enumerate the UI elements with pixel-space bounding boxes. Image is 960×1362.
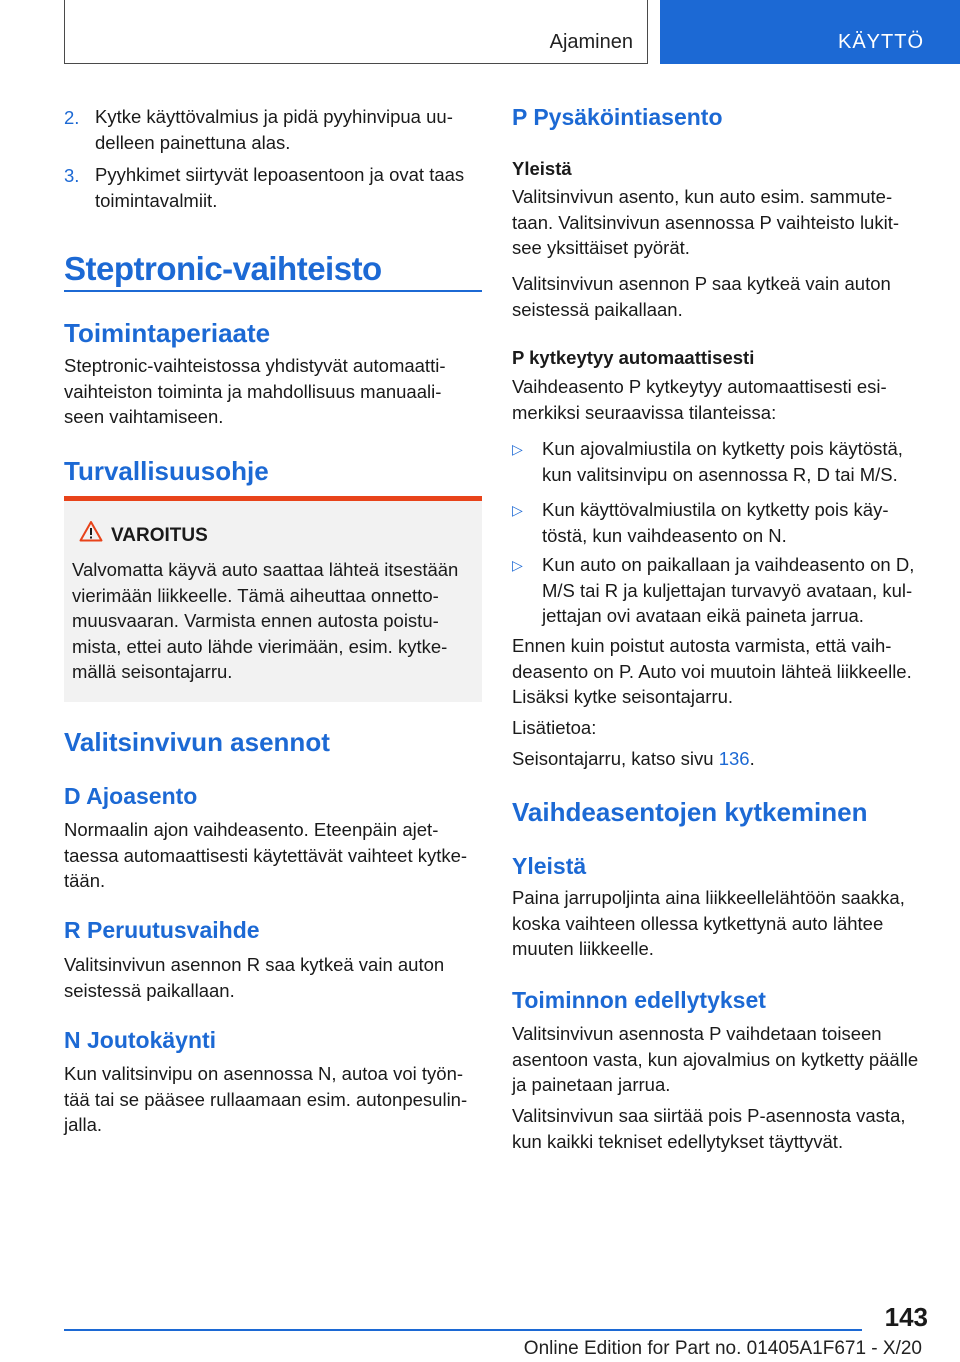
bullet-icon: ▷ — [512, 502, 523, 518]
general-text-2 — [512, 271, 891, 322]
text-line: tään. — [64, 870, 106, 891]
text-line: Pyyhkimet siirtyvät lepoasentoon ja ovat taas — [95, 164, 465, 185]
reference-end: . — [749, 748, 755, 769]
bullet-icon: ▷ — [512, 557, 523, 573]
heading-safety: Turvallisuusohje — [64, 456, 269, 486]
text-line: Kun valitsinvipu on asennossa N, autoa voi työn- — [64, 1063, 464, 1084]
bullet-item — [542, 552, 914, 629]
text-line: Lisäksi kytke seisontajarru. — [512, 686, 734, 707]
heading-rule — [64, 290, 482, 292]
warning-text — [72, 557, 458, 685]
text-line: Ennen kuin poistut autosta varmista, että vaih- — [512, 635, 892, 656]
text-line: Kun auto on paikallaan ja vaihdeasento on D, — [542, 554, 915, 575]
r-text — [64, 952, 444, 1003]
text-line: asentoon vasta, kun ajovalmius on kytketty päälle — [512, 1048, 919, 1070]
text-line: seistessä paikallaan. — [512, 298, 683, 320]
text-line: Kun ajovalmiustila on kytketty pois käytöstä, — [542, 438, 903, 459]
text-line: kun kaikki tekniset edellytykset täyttyvät. — [512, 1130, 844, 1152]
heading-n: N Joutokäynti — [64, 1027, 217, 1053]
text-line: koska vaihteen ollessa kytkettynä auto lähtee — [512, 912, 884, 934]
d-text — [64, 817, 467, 894]
heading-r: R Peruutusvaihde — [64, 917, 260, 943]
shift-text — [512, 885, 905, 962]
step-text — [95, 104, 453, 155]
text-line: muuten liikkeelle. — [512, 938, 654, 959]
footer-rule — [64, 1329, 862, 1331]
heading-steptronic: Steptronic-vaihteisto — [64, 250, 382, 287]
text-line: Kytke käyttövalmius ja pidä pyyhinvipua uu- — [95, 106, 453, 127]
text-line: jettajan ovi avataan eikä paineta jarrua. — [542, 605, 864, 626]
text-line: vaihteiston toiminta ja mahdollisuus manuaali- — [64, 380, 442, 402]
warning-title: VAROITUS — [111, 525, 208, 546]
text-line: Valitsinvivun saa siirtää pois P-asennosta vasta, — [512, 1105, 906, 1126]
text-line: Valitsinvivun asento, kun auto esim. sammute- — [512, 186, 893, 207]
more-info-label: Lisätietoa: — [512, 717, 597, 738]
step-number: 3. — [64, 165, 80, 186]
auto-text — [512, 374, 887, 425]
text-line: muusvaaran. Varmista ennen autosta poistu- — [72, 610, 439, 631]
bullet-item — [542, 436, 903, 487]
requirements-text — [512, 1021, 918, 1098]
n-text — [64, 1061, 467, 1138]
text-line: kun valitsinvipu on asennossa R, D tai M/S. — [542, 463, 898, 485]
text-line: merkiksi seuraavissa tilanteissa: — [512, 401, 777, 423]
header-chapter-box — [660, 0, 960, 64]
text-line: Vaihdeasento P kytkeytyy automaattisesti esi- — [512, 376, 887, 397]
header-chapter-label: KÄYTTÖ — [837, 31, 924, 53]
text-line: see yksittäiset pyörät. — [512, 237, 690, 258]
page-number: 143 — [884, 1302, 928, 1332]
before-leaving-text — [512, 633, 912, 710]
text-line: mällä seisontajarru. — [72, 661, 233, 682]
heading-p: P Pysäköintiasento — [512, 104, 723, 130]
heading-positions: Valitsinvivun asennot — [64, 727, 330, 757]
requirements-text-2 — [512, 1103, 906, 1154]
text-line: delleen painettuna alas. — [95, 131, 291, 153]
warning-bar — [64, 496, 482, 501]
bullet-item — [542, 497, 889, 548]
reference-line — [512, 746, 755, 772]
text-line: Valitsinvivun asennon R saa kytkeä vain auton — [64, 954, 445, 975]
text-line: Valvomatta käyvä auto saattaa lähteä itsestään — [72, 559, 459, 580]
text-line: jalla. — [64, 1114, 103, 1135]
subheading-auto: P kytkeytyy automaattisesti — [512, 347, 755, 368]
header-section-box — [64, 0, 648, 64]
principle-text — [64, 353, 445, 430]
text-line: deasento on P. Auto voi muutoin lähteä liikkeelle. — [512, 660, 912, 682]
step-text — [95, 162, 464, 213]
step-number: 2. — [64, 107, 80, 128]
footer-text: Online Edition for Part no. 01405A1F671 - X/20 — [523, 1338, 922, 1359]
text-line: M/S tai R ja kuljettajan turvavyö avataan, kul- — [542, 579, 913, 601]
heading-shift: Vaihdeasentojen kytkeminen — [512, 797, 868, 827]
text-line: Normaalin ajon vaihdeasento. Eteenpäin ajet- — [64, 819, 439, 840]
text-line: mista, ettei auto lähde vierimään, esim. kytke- — [72, 635, 448, 657]
page-reference-link[interactable]: 136 — [718, 748, 750, 769]
text-line: Valitsinvivun asennosta P vaihdetaan toiseen — [512, 1023, 882, 1044]
heading-general-2: Yleistä — [512, 853, 587, 879]
text-line: töstä, kun vaihdeasento on N. — [542, 524, 787, 546]
reference-text: Seisontajarru, katso sivu — [512, 748, 719, 769]
text-line: seistessä paikallaan. — [64, 979, 235, 1001]
text-line: taan. Valitsinvivun asennossa P vaihteisto lukit- — [512, 211, 900, 233]
general-text — [512, 184, 899, 261]
text-line: toimintavalmiit. — [95, 189, 218, 211]
text-line: vierimään liikkeelle. Tämä aiheuttaa onnetto- — [72, 584, 439, 606]
warning-triangle-icon — [79, 520, 103, 542]
header-section-label: Ajaminen — [549, 31, 633, 53]
heading-principle: Toimintaperiaate — [64, 318, 271, 348]
text-line: ja painetaan jarrua. — [512, 1074, 671, 1095]
subheading-general: Yleistä — [512, 158, 572, 179]
text-line: Valitsinvivun asennon P saa kytkeä vain auton — [512, 273, 891, 294]
bullet-icon: ▷ — [512, 441, 523, 457]
text-line: Kun käyttövalmiustila on kytketty pois käy- — [542, 499, 889, 520]
text-line: Steptronic-vaihteistossa yhdistyvät automaatti- — [64, 355, 446, 376]
text-line: taessa automaattisesti käytettävät vaihteet kytke- — [64, 844, 468, 866]
text-line: Paina jarrupoljinta aina liikkeellelähtöön saakka, — [512, 887, 905, 908]
heading-requirements: Toiminnon edellytykset — [512, 987, 766, 1013]
heading-d: D Ajoasento — [64, 783, 198, 809]
text-line: seen vaihtamiseen. — [64, 406, 224, 427]
text-line: tää tai se pääsee rullaamaan esim. autonpesulin- — [64, 1088, 468, 1110]
